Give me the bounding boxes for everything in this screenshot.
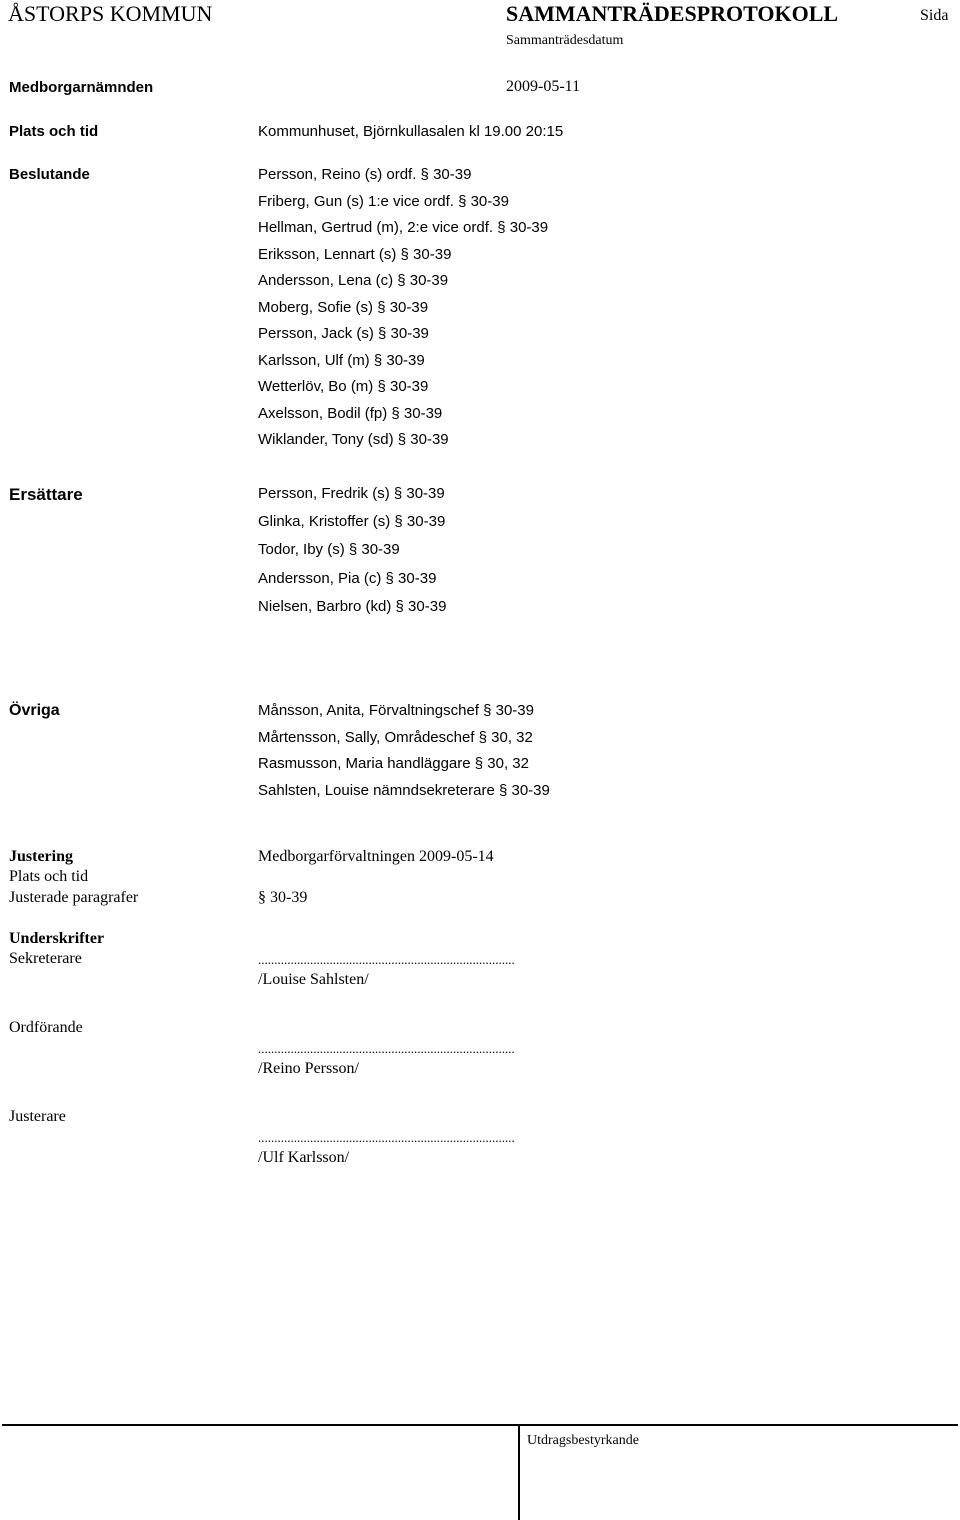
meeting-date: 2009-05-11	[506, 78, 581, 95]
list-item: Eriksson, Lennart (s) § 30-39	[258, 245, 452, 263]
signature-line: ...............................................................................	[258, 1041, 515, 1056]
ersattare-list	[258, 486, 446, 627]
ovriga-list	[258, 703, 550, 810]
municipality-name: ÅSTORPS KOMMUN	[8, 1, 213, 26]
list-item: Persson, Reino (s) ordf. § 30-39	[258, 166, 472, 183]
ovriga-label: Övriga	[9, 702, 60, 719]
list-item: Karlsson, Ulf (m) § 30-39	[258, 351, 425, 369]
list-item: Persson, Fredrik (s) § 30-39	[258, 485, 445, 502]
list-item: Hellman, Gertrud (m), 2:e vice ordf. § 30-39	[258, 219, 549, 236]
list-item: Wetterlöv, Bo (m) § 30-39	[258, 378, 429, 395]
beslutande-list	[258, 167, 548, 459]
venue-label: Plats och tid	[9, 123, 99, 140]
list-item: Andersson, Pia (c) § 30-39	[258, 569, 437, 587]
list-item: Wiklander, Tony (sd) § 30-39	[258, 431, 449, 448]
ordforande-label: Ordförande	[9, 1019, 83, 1036]
sekreterare-label: Sekreterare	[9, 950, 82, 967]
ersattare-label: Ersättare	[9, 485, 83, 504]
justering-label: Justering	[9, 848, 73, 865]
footer-certification-label: Utdragsbestyrkande	[527, 1433, 639, 1448]
list-item: Axelsson, Bodil (fp) § 30-39	[258, 404, 443, 422]
footer-rule	[2, 1424, 958, 1426]
list-item: Friberg, Gun (s) 1:e vice ordf. § 30-39	[258, 192, 509, 210]
justerade-paragrafer-value: § 30-39	[258, 889, 308, 906]
document-type-title: SAMMANTRÄDESPROTOKOLL	[506, 1, 839, 26]
beslutande-label: Beslutande	[9, 166, 90, 183]
justerare-label: Justerare	[9, 1108, 66, 1125]
signature-line: ...............................................................................	[258, 952, 515, 967]
sekreterare-signature: /Louise Sahlsten/	[258, 971, 369, 988]
page-label: Sida	[920, 7, 949, 24]
list-item: Rasmusson, Maria handläggare § 30, 32	[258, 755, 529, 773]
justerade-paragrafer-label: Justerade paragrafer	[9, 889, 139, 906]
committee-name: Medborgarnämnden	[9, 79, 154, 96]
list-item: Todor, Iby (s) § 30-39	[258, 541, 400, 559]
list-item: Persson, Jack (s) § 30-39	[258, 325, 429, 342]
justering-place-time-label: Plats och tid	[9, 868, 89, 885]
justerare-signature: /Ulf Karlsson/	[258, 1149, 350, 1166]
venue-value: Kommunhuset, Björnkullasalen kl 19.00 20:15	[258, 123, 564, 140]
list-item: Andersson, Lena (c) § 30-39	[258, 272, 449, 289]
list-item: Nielsen, Barbro (kd) § 30-39	[258, 597, 447, 615]
footer-divider	[518, 1424, 520, 1520]
ordforande-signature: /Reino Persson/	[258, 1060, 359, 1077]
list-item: Glinka, Kristoffer (s) § 30-39	[258, 513, 446, 531]
signature-line: ...............................................................................	[258, 1130, 515, 1145]
underskrifter-label: Underskrifter	[9, 930, 105, 947]
list-item: Moberg, Sofie (s) § 30-39	[258, 298, 429, 316]
list-item: Månsson, Anita, Förvaltningschef § 30-39	[258, 702, 534, 719]
list-item: Mårtensson, Sally, Områdeschef § 30, 32	[258, 728, 533, 746]
list-item: Sahlsten, Louise nämndsekreterare § 30-39	[258, 782, 550, 800]
meeting-date-label: Sammanträdesdatum	[506, 33, 624, 48]
justering-value: Medborgarförvaltningen 2009-05-14	[258, 848, 494, 865]
